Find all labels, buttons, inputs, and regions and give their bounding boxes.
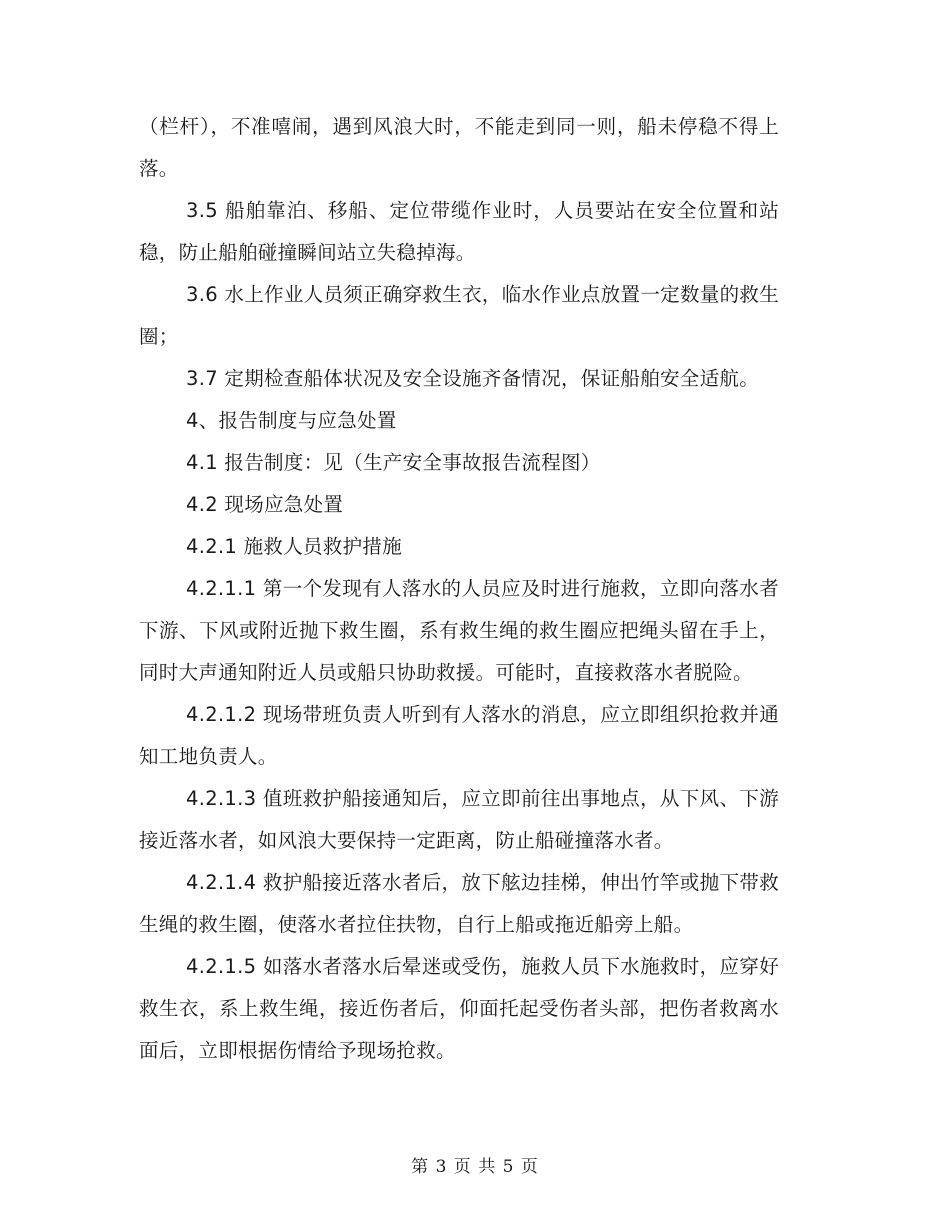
paragraph-3-7: 3.7 定期检查船体状况及安全设施齐备情况，保证船舶安全适航。 — [186, 367, 760, 390]
section-heading-4: 4、报告制度与应急处置 — [186, 409, 397, 432]
paragraph-3-6: 3.6 水上作业人员须正确穿救生衣，临水作业点放置一定数量的救生圈； — [139, 283, 779, 348]
paragraph-4-2-1-5: 4.2.1.5 如落水者落水后晕迷或受伤，施救人员下水施救时，应穿好救生衣，系上救生绳，接近伤者后，仰面托起受伤者头部，把伤者救离水面后，立即根据伤情给予现场抢救。 — [139, 955, 779, 1062]
document-body — [139, 106, 779, 1072]
paragraph-4-2-1-1: 4.2.1.1 第一个发现有人落水的人员应及时进行施救，立即向落水者下游、下风或附近抛下救生圈，系有救生绳的救生圈应把绳头留在手上，同时大声通知附近人员或船只协助救援。可能时，直接救落水者脱险。 — [139, 577, 779, 684]
paragraph-railing-rules: （栏杆），不准嘻闹，遇到风浪大时，不能走到同一则，船未停稳不得上落。 — [139, 115, 779, 180]
section-heading-4-2-1: 4.2.1 施救人员救护措施 — [186, 535, 403, 558]
paragraph-4-2-1-3: 4.2.1.3 值班救护船接通知后，应立即前往出事地点，从下风、下游接近落水者，如风浪大要保持一定距离，防止船碰撞落水者。 — [139, 787, 779, 852]
section-heading-4-2: 4.2 现场应急处置 — [186, 493, 344, 516]
section-heading-4-1: 4.1 报告制度：见（生产安全事故报告流程图） — [186, 451, 601, 474]
paragraph-4-2-1-4: 4.2.1.4 救护船接近落水者后，放下舷边挂梯，伸出竹竿或抛下带救生绳的救生圈，使落水者拉住扶物，自行上船或拖近船旁上船。 — [139, 871, 779, 936]
page-number-footer: 第 3 页 共 5 页 — [411, 1157, 539, 1177]
paragraph-4-2-1-2: 4.2.1.2 现场带班负责人听到有人落水的消息，应立即组织抢救并通知工地负责人。 — [139, 703, 779, 768]
paragraph-3-5: 3.5 船舶靠泊、移船、定位带缆作业时，人员要站在安全位置和站稳，防止船舶碰撞瞬间站立失稳掉海。 — [139, 199, 779, 264]
